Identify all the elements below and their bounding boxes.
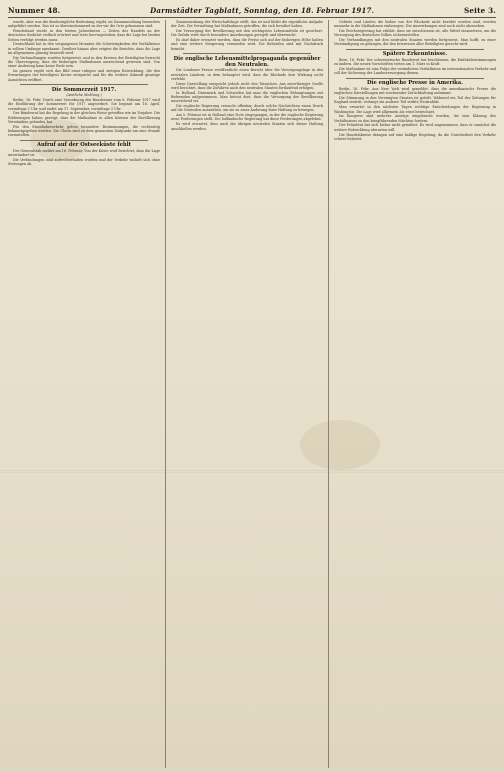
- paragraph: Im ganzen ergibt sich das Bild einer ruhigen und stetigen Entwicklung, die den Erwartungen der beteiligten Kreise entspricht und für die weitere Zukunft günstige Aussichten eröffnet.: [8, 69, 160, 82]
- paragraph: Der Bundesrat hat die Regelung in der gleichen Weise getroffen wie im Vorjahre. Die Erfahrungen haben gezeigt, dass die Maßnahme in allen Kreisen der Bevölkerung Verständnis gefunden hat.: [8, 111, 160, 124]
- article-headline: Die Sommerzeit 1917.: [51, 86, 117, 93]
- paragraph: Die Stimmung in den Vereinigten Staaten ist geteilt. Während ein Teil der Zeitungen für England eintritt, verlangt ein anderer Teil strikte Neutralität.: [334, 96, 496, 105]
- article-subhead: (Amtliche Meldung.): [66, 93, 102, 98]
- paragraph: Deutschland hat in den vergangenen Monaten die Schwierigkeiten der Verhältnisse in vollem Umfange anerkannt. Darüber hinaus aber zeigten die Berichte, dass die Lage im allgemeinen günstig beurteilt wird.: [8, 42, 160, 55]
- paragraph: Die Londoner Presse veröffentlicht einen Bericht über die Versorgungslage in den neutralen Ländern, in dem behauptet wird, dass die Blockade ihre Wirkung nicht verfehle.: [171, 68, 323, 81]
- paragraph: Die Reichsregierung hat erklärt, dass sie entschlossen ist, alle Mittel einzusetzen, um die Versorgung des deutschen Volkes sicherzustellen.: [334, 29, 496, 38]
- paragraph: Gebiete und Länder, die bisher von der Blockade nicht berührt worden sind, werden nunmehr in die Maßnahmen einbezogen. Die Auswirkungen sind noch nicht abzusehen.: [334, 20, 496, 29]
- paragraph: In Holland, Dänemark und Schweden hat man die englischen Behauptungen mit Befremden aufgenommen. Man betont dort, dass die Versorgung der Bevölkerung ausreichend sei.: [171, 90, 323, 104]
- paragraph: Berlin, 16. Febr. Aus New York wird gemeldet, dass die amerikanische Presse die englischen Darstellungen mit wachsender Zurückhaltung aufnimmt.: [334, 87, 496, 96]
- paragraph: Der Präsident hat sich bisher nicht geäußert. Es wird angenommen, dass er zunächst die weitere Entwicklung abwarten will.: [334, 123, 496, 132]
- paragraph: Bern, 16. Febr. Der schweizerische Bundesrat hat beschlossen, die Einfuhrbestimmungen zu ändern. Die neuen Vorschriften treten am 1. März in Kraft.: [334, 58, 496, 67]
- article-headline: Aufruf auf der Ostseeküste fehlt: [36, 142, 132, 149]
- paragraph: Feindesland wurde in den letzten Jahrzehnten — Zeiten des Handels an der deutschen Seefahrt vielfach erörtert und stets hervorgehoben, dass die Lage bei beiden Seiten verfolgt werden muss.: [8, 29, 160, 42]
- divider: [20, 84, 148, 85]
- paragraph: Diese Darstellung entspricht jedoch nicht den Tatsachen. Aus zuverlässiger Quelle wird berichtet, dass die Zufuhren nach den neutralen Staaten fortlaufend erfolgen.: [171, 81, 323, 90]
- paragraph: Die Versorgung der Bevölkerung mit den wichtigsten Lebensmitteln ist gesichert. Die Zufuhr wird durch besondere Anordnungen geregelt und überwacht.: [171, 29, 323, 38]
- paragraph: Der Generalstab meldet am 16. Februar: Von der Küste wird berichtet, dass die Lage unverändert ist.: [8, 148, 160, 158]
- paragraph: Berlin, 16. Febr. Durch eine Verordnung des Bundesrats vom 8. Februar 1917 wird die Einführung der Sommerzeit für 1917 angeordnet. Sie beginnt am 16. April, vormittags 2 Uhr, und endet am 17. September, vormittags 3 Uhr.: [8, 98, 160, 111]
- divider: [346, 78, 484, 79]
- header-rule: [8, 17, 496, 18]
- divider: [183, 53, 311, 54]
- paragraph: Es wird erwartet, dass auch die übrigen neutralen Staaten sich dieser Haltung anschließen werden.: [171, 122, 323, 131]
- paragraph: Die Maßnahme ist eine Folge der veränderten Verhältnisse im internationalen Verkehr und soll der Sicherung der Landesversorgung dienen.: [334, 67, 496, 76]
- paragraph: Zusammenhang der Wirtschaftslage stellt, das ist und bleibt die eigentliche Aufgabe der Zeit. Die Verwaltung hat Maßnahmen getroffen, die sich bewährt haben.: [171, 20, 323, 29]
- paragraph: Für den Eisenbahnverkehr gelten besondere Bestimmungen, die rechtzeitig bekanntgegeben werden. Die Uhren sind zu dem genannten Zeitpunkt um eine Stunde vorzustellen.: [8, 124, 160, 138]
- paragraph: Die Verhandlungen mit den neutralen Staaten werden fortgesetzt. Man hofft, zu einer Verständigung zu gelangen, die den Interessen aller Beteiligten gerecht wird.: [334, 38, 496, 47]
- column-1: [8, 20, 160, 768]
- paragraph: Die Handelskreise drängen auf eine baldige Regelung, da die Unsicherheit den Verkehr schwer belastet.: [334, 132, 496, 141]
- paragraph: Die englische Regierung versucht offenbar, durch solche Nachrichten einen Druck auf die Neutralen auszuüben, um sie zu einer Änderung ihrer Haltung zu bewegen.: [171, 104, 323, 113]
- column-rule: [328, 20, 329, 768]
- paragraph: Man erwartet in den nächsten Tagen wichtige Entscheidungen der Regierung in Washington. Die Lage wird allgemein als ernst bezeichnet.: [334, 105, 496, 114]
- article-headline: Die englische Lebensmittelpropaganda gegenüber den Neutralen.: [173, 55, 321, 68]
- column-2: [171, 20, 323, 768]
- paragraph: Es darf daher erwartet werden, dass die Preise sich auf der bisherigen Höhe halten und eine weitere Steigerung vermieden wird. Die Behörden sind mit Nachdruck bemüht.: [171, 38, 323, 51]
- column-rule: [165, 20, 166, 768]
- divider: [20, 140, 148, 141]
- masthead: Darmstädter Tagblatt, Sonntag, den 18. Februar 1917.: [150, 5, 375, 15]
- page-header: [8, 4, 496, 16]
- paragraph: Die Verhandlungen wurden fortgesetzt, und in den Kreisen der Beteiligten herrscht die Überzeugung, dass die bisherigen Maßnahmen ausreichend gewesen sind. Von einer Änderung kann keine Rede sein.: [8, 55, 160, 69]
- issue-number: Nummer 48.: [8, 5, 61, 15]
- paragraph: wurde, aber was die diesbezügliche Bedeutung ergibt, im Zusammenhang besonders aufgeführt werden. Das ist so übereinstimmend zu der wir die Orte gekommen sind.: [8, 20, 160, 29]
- page-number: Seite 3.: [463, 5, 496, 15]
- article-headline: Spätere Erkenntnisse.: [382, 51, 448, 58]
- divider: [346, 49, 484, 50]
- paragraph: Die Verbindungen sind aufrechterhalten worden und der Verkehr wickelt sich ohne Störungen ab.: [8, 158, 160, 167]
- column-3: [334, 20, 496, 768]
- paragraph: Im Kongress sind mehrere Anträge eingebracht worden, die eine Klärung des Verhältnisses zu den kriegführenden Mächten fordern.: [334, 114, 496, 123]
- paragraph: Am 5. Februar ist in Holland eine Note eingegangen, in der die englische Regierung neue Forderungen stellt. Die holländische Regierung hat diese Forderungen abgelehnt.: [171, 113, 323, 122]
- article-headline: Die englische Presse in Amerika.: [367, 80, 463, 87]
